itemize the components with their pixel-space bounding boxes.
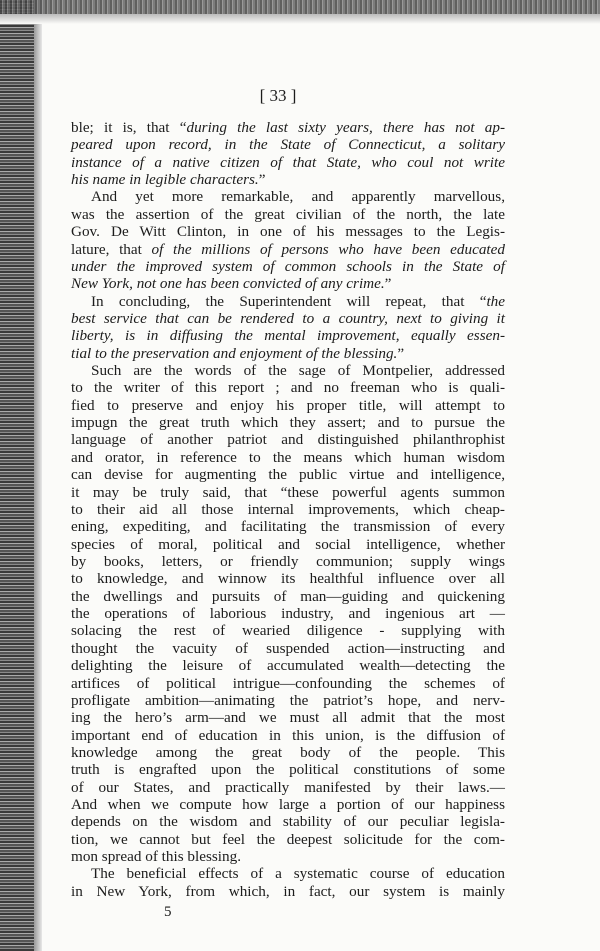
text-line bbox=[71, 761, 505, 778]
italic-text: his name in legible characters. bbox=[71, 171, 259, 189]
text-segment: important end of education in this union, is the diffusion of bbox=[71, 726, 505, 744]
text-segment: depends on the wisdom and stability of our peculiar legisla- bbox=[71, 813, 505, 831]
text-line bbox=[71, 883, 505, 900]
text-line bbox=[71, 379, 505, 396]
text-segment: species of moral, political and social intelligence, whether bbox=[71, 535, 505, 553]
text-line bbox=[71, 241, 505, 258]
book-binding-edge bbox=[0, 0, 34, 951]
text-segment: Gov. De Witt Clinton, in one of his messages to the Legis- bbox=[71, 223, 505, 241]
text-segment: to their aid all those internal improvements, which cheap- bbox=[71, 500, 505, 518]
text-segment: ing the hero’s arm—and we must all admit that the most bbox=[71, 709, 505, 727]
text-segment: can devise for augmenting the public virtue and intelligence, bbox=[71, 466, 505, 484]
italic-text: peared upon record, in the State of Connecticut, a solitary bbox=[71, 136, 505, 154]
text-line bbox=[71, 605, 505, 622]
binding-shadow bbox=[34, 0, 42, 951]
text-line bbox=[71, 188, 505, 205]
text-segment: ” bbox=[258, 171, 266, 189]
text-line bbox=[71, 449, 505, 466]
text-line bbox=[71, 397, 505, 414]
text-line bbox=[71, 675, 505, 692]
text-line bbox=[71, 588, 505, 605]
text-line bbox=[71, 414, 505, 431]
text-line bbox=[71, 275, 505, 292]
text-line bbox=[71, 536, 505, 553]
signature-mark: 5 bbox=[164, 904, 172, 920]
text-segment: the operations of laborious industry, and ingenious art — bbox=[71, 605, 505, 623]
text-line bbox=[71, 293, 505, 310]
text-line bbox=[71, 501, 505, 518]
text-segment: it may be truly said, that “these powerful agents summon bbox=[71, 483, 505, 501]
text-line bbox=[71, 466, 505, 483]
italic-text: tial to the preservation and enjoyment of the blessing. bbox=[71, 344, 398, 362]
italic-text: of the millions of persons who have been educated bbox=[151, 240, 505, 258]
italic-text: best service that can be rendered to a country, next to giving it bbox=[71, 309, 505, 327]
text-line bbox=[71, 206, 505, 223]
text-segment: delighting the leisure of accumulated wealth—detecting the bbox=[71, 657, 505, 675]
text-line bbox=[71, 431, 505, 448]
body-text bbox=[71, 119, 505, 900]
text-segment: fied to preserve and enjoy his proper title, will attempt to bbox=[71, 396, 505, 414]
text-segment: of our States, and practically manifested by their laws.— bbox=[71, 778, 505, 796]
text-line bbox=[71, 327, 505, 344]
text-line bbox=[71, 848, 505, 865]
scan-top-shadow bbox=[0, 14, 600, 24]
text-segment: In concluding, the Superintendent will repeat, that “ bbox=[91, 292, 487, 310]
text-segment: solacing the rest of wearied diligence - supplying with bbox=[71, 622, 505, 640]
text-segment: to knowledge, and winnow its healthful influence over all bbox=[71, 570, 505, 588]
text-line bbox=[71, 345, 505, 362]
text-line bbox=[71, 171, 505, 188]
text-segment: And yet more remarkable, and apparently marvellous, bbox=[91, 188, 505, 206]
text-line bbox=[71, 831, 505, 848]
text-segment: ening, expediting, and facilitating the transmission of every bbox=[71, 518, 505, 536]
text-line bbox=[71, 119, 505, 136]
text-line bbox=[71, 154, 505, 171]
text-segment: the dwellings and pursuits of man—guiding and quickening bbox=[71, 587, 505, 605]
text-segment: ” bbox=[384, 275, 392, 293]
text-segment: to the writer of this report ; and no freeman who is quali- bbox=[71, 379, 505, 397]
text-line bbox=[71, 796, 505, 813]
text-line bbox=[71, 310, 505, 327]
text-line bbox=[71, 692, 505, 709]
text-segment: was the assertion of the great civilian of the north, the late bbox=[71, 205, 505, 223]
text-segment: tion, we cannot but feel the deepest solicitude for the com- bbox=[71, 830, 505, 848]
text-segment: The beneficial effects of a systematic course of education bbox=[91, 865, 505, 883]
text-segment: by books, letters, or friendly communion; supply wings bbox=[71, 552, 505, 570]
text-segment: in New York, from which, in fact, our system is mainly bbox=[71, 882, 505, 900]
text-segment: lature, that bbox=[71, 240, 152, 258]
text-line bbox=[71, 136, 505, 153]
italic-text: liberty, is in diffusing the mental improvement, equally essen- bbox=[71, 327, 505, 345]
text-line bbox=[71, 570, 505, 587]
text-line bbox=[71, 553, 505, 570]
text-segment: artifices of political intrigue—confounding the schemes of bbox=[71, 674, 505, 692]
italic-text: during the last sixty years, there has not ap- bbox=[186, 119, 506, 136]
text-line bbox=[71, 727, 505, 744]
page-number bbox=[0, 86, 600, 106]
text-line bbox=[71, 362, 505, 379]
text-line bbox=[71, 709, 505, 726]
italic-text: under the improved system of common schools in the State of bbox=[71, 257, 505, 275]
italic-text: the bbox=[486, 292, 505, 310]
text-line bbox=[71, 640, 505, 657]
scan-top-edge bbox=[0, 0, 600, 14]
italic-text: New York, not one has been convicted of any crime. bbox=[71, 275, 385, 293]
text-segment: mon spread of this blessing. bbox=[71, 848, 241, 866]
text-line bbox=[71, 258, 505, 275]
text-segment: language of another patriot and distinguished philanthrophist bbox=[71, 431, 505, 449]
page-number-text: [ 33 ] bbox=[259, 86, 297, 105]
text-segment: and orator, in reference to the means which human wisdom bbox=[71, 448, 505, 466]
text-line bbox=[71, 813, 505, 830]
text-segment: knowledge among the great body of the people. This bbox=[71, 743, 505, 761]
italic-text: instance of a native citizen of that State, who coul not write bbox=[71, 153, 505, 171]
text-segment: impugn the great truth which they assert; and to pursue the bbox=[71, 414, 505, 432]
text-line bbox=[71, 744, 505, 761]
text-segment: Such are the words of the sage of Montpelier, addressed bbox=[91, 362, 505, 380]
text-line bbox=[71, 223, 505, 240]
text-segment: profligate ambition—animating the patriot’s hope, and nerv- bbox=[71, 691, 505, 709]
text-segment: thought the vacuity of suspended action—instructing and bbox=[71, 639, 505, 657]
text-line bbox=[71, 518, 505, 535]
text-segment: And when we compute how large a portion of our happiness bbox=[71, 796, 505, 814]
text-line bbox=[71, 779, 505, 796]
text-segment: truth is engrafted upon the political constitutions of some bbox=[71, 761, 505, 779]
text-line bbox=[71, 865, 505, 882]
text-line bbox=[71, 657, 505, 674]
text-line bbox=[71, 484, 505, 501]
text-segment: ble; it is, that “ bbox=[71, 119, 187, 136]
text-segment: ” bbox=[397, 344, 405, 362]
text-line bbox=[71, 622, 505, 639]
